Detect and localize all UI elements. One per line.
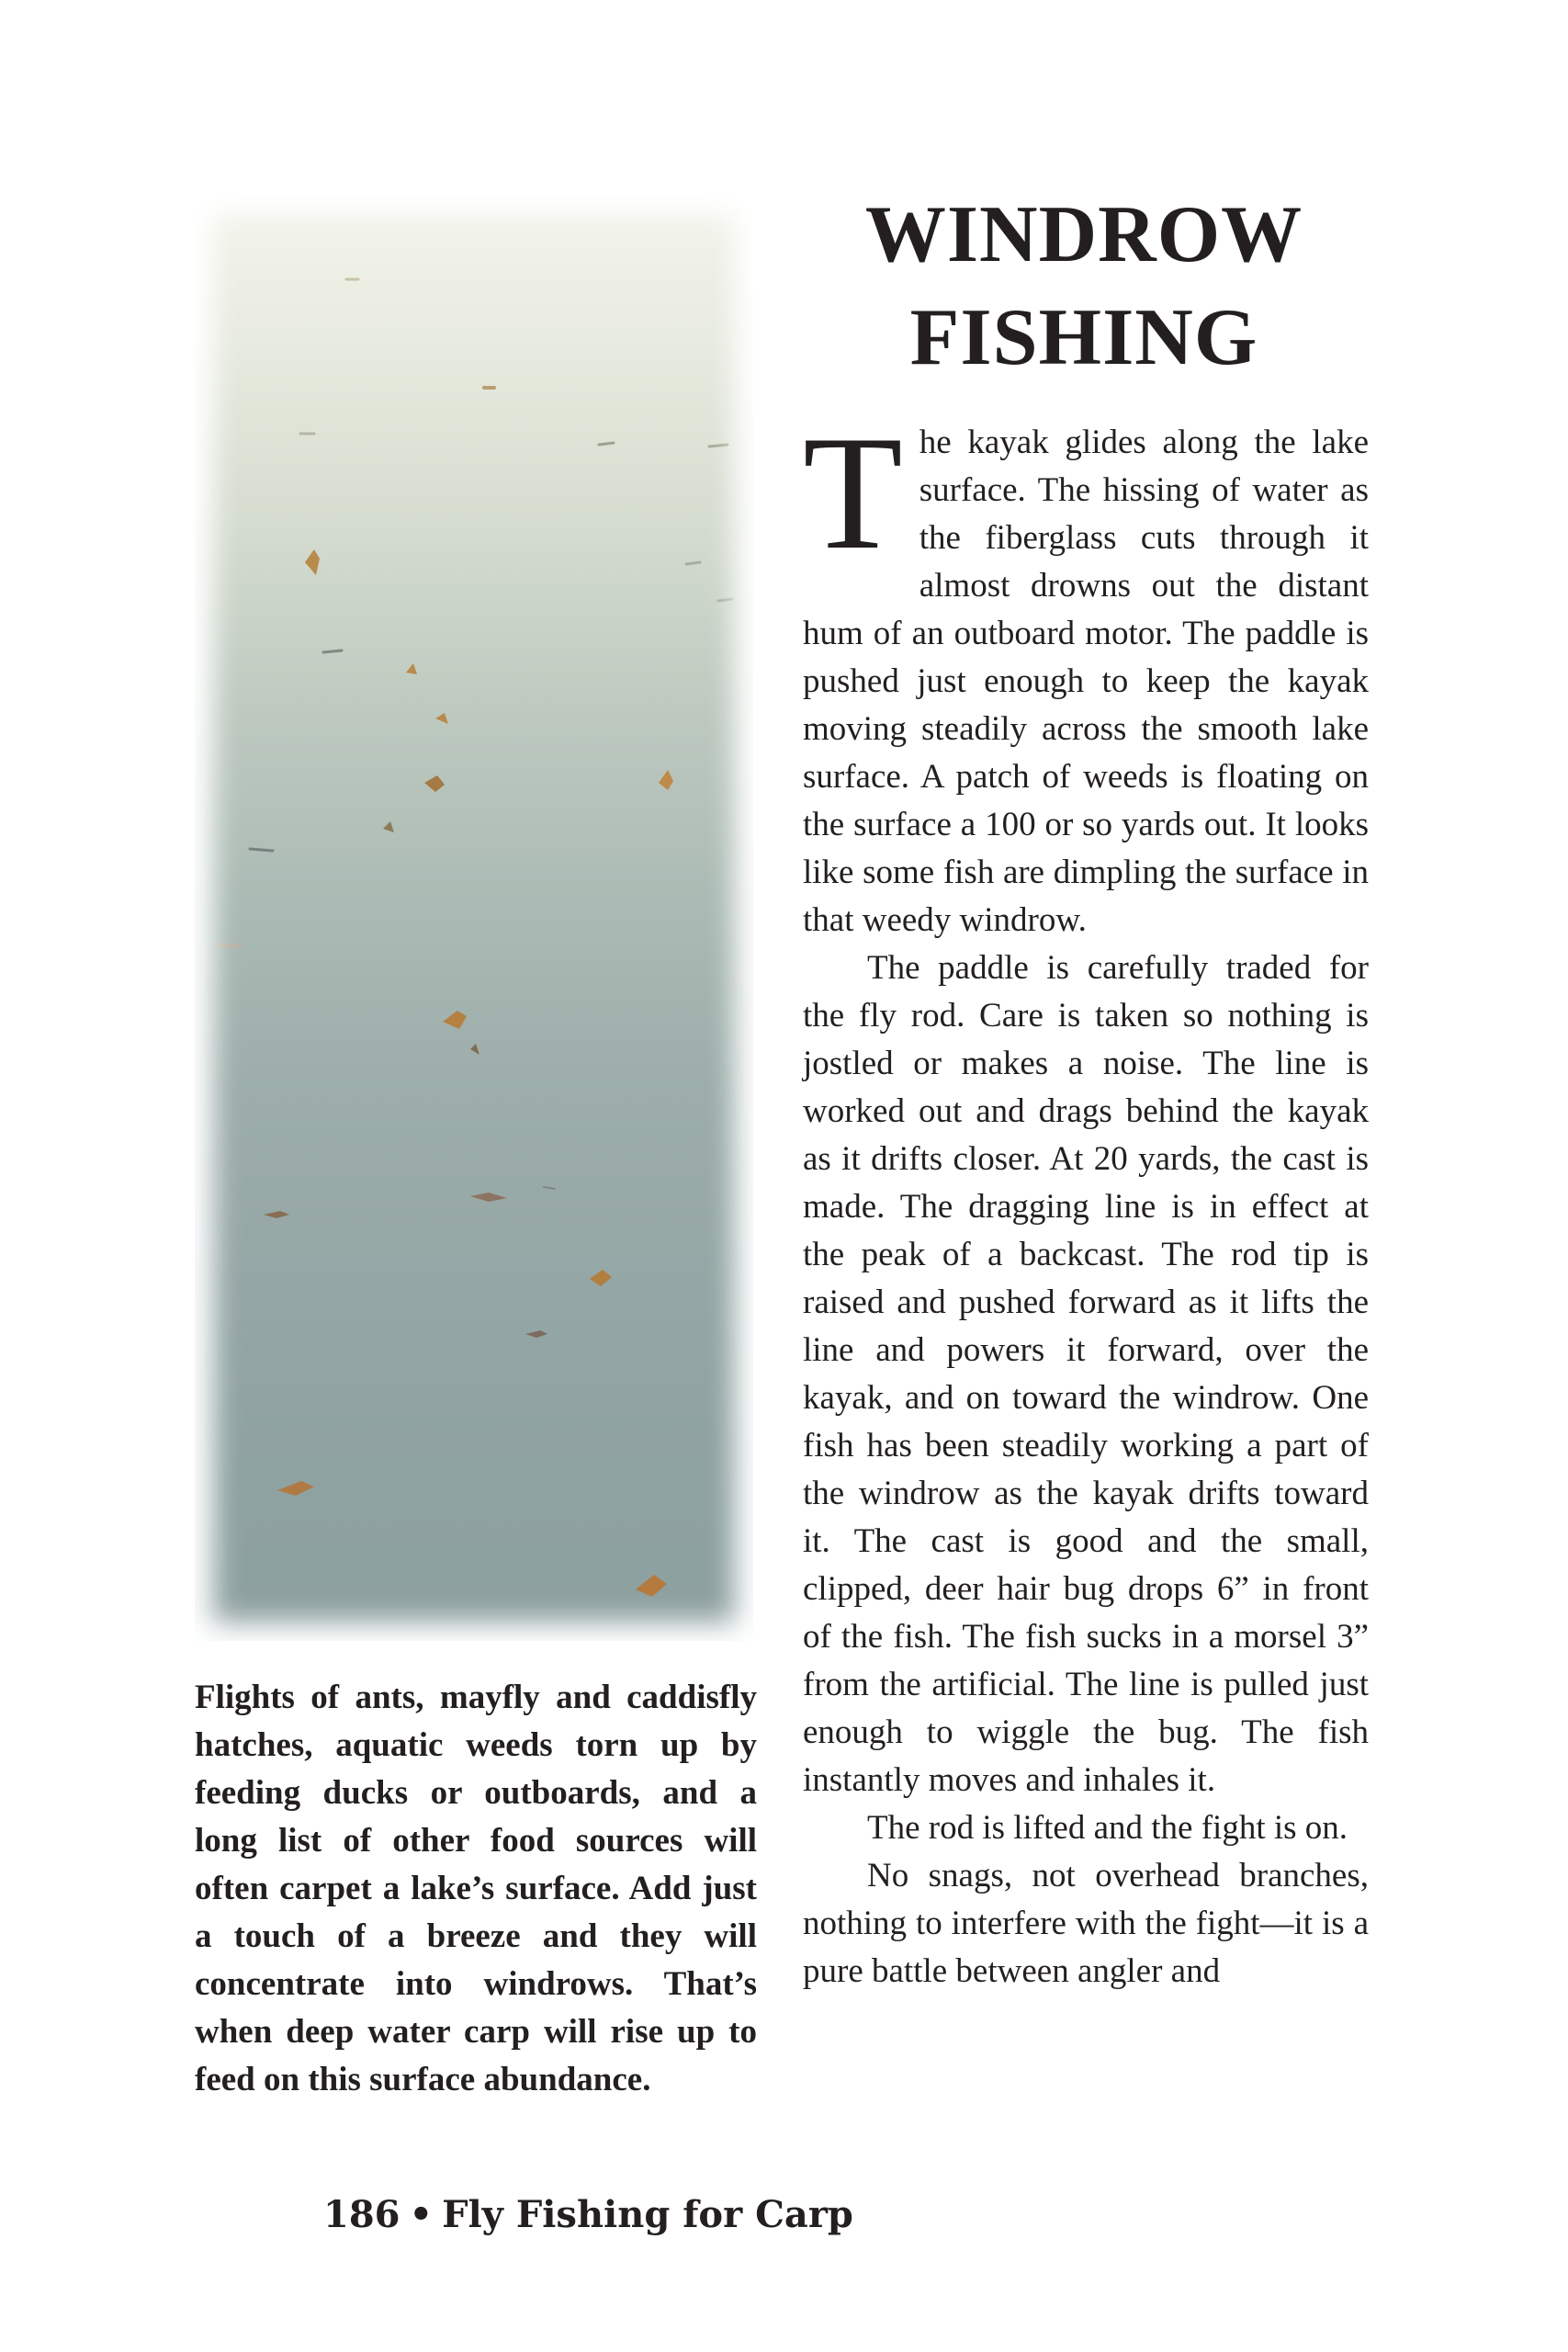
paragraph-4: No snags, not overhead branches, nothing to interfere with the fight—it is a pure battle between angler and (803, 1857, 1369, 1990)
drop-cap: T (803, 401, 903, 583)
paragraph-1 (803, 401, 1369, 944)
photo-caption: Flights of ants, mayfly and caddisfly hatches, aquatic weeds torn up by feeding ducks or outboards, and a long list of other food sources will often carpet a lake’s surface. Add just a touch of a breeze and they will concentrate into windrows. That’s when deep water carp will rise up to feed on this surface abundance. (195, 1679, 757, 2098)
paragraph-3: The rod is lifted and the fight is on. (867, 1809, 1348, 1847)
body-text (803, 401, 1369, 1996)
book-title: Fly Fishing for Carp (442, 2193, 853, 2236)
title-line-1: WINDROW (864, 190, 1303, 279)
paragraph-2: The paddle is carefully traded for the fly rod. Care is taken so nothing is jostled or makes a noise. The line is worked out and drags behind the kayak as it drifts closer. At 20 yards, the cast is made. The dragging line is in effect at the peak of a backcast. The rod tip is raised and pushed forward as it lifts the line and powers it forward, over the kayak, and on toward the windrow. One fish has been steadily working a part of the windrow as the kayak drifts toward it. The cast is good and the small, clipped, deer hair bug drops 6” in front of the fish. The fish sucks in a morsel 3” from the artificial. The line is pulled just enough to wiggle the bug. The fish instantly moves and inhales it. (803, 949, 1369, 1799)
page-number: 186 (323, 2193, 400, 2236)
insects-on-water-icon (195, 195, 753, 1641)
paragraph-1-text: he kayak glides along the lake surface. The hissing of water as the fiberglass cuts through it almost drowns out the distant hum of an outboard motor. The paddle is pushed just enough to keep the kayak moving steadily across the smooth lake surface. A patch of weeds is floating on the surface a 100 or so yards out. It looks like some fish are dimpling the surface in that weedy windrow. (803, 424, 1369, 939)
page-footer (323, 2192, 853, 2238)
chapter-title (790, 184, 1378, 390)
footer-separator: • (409, 2193, 434, 2236)
title-line-2: FISHING (909, 293, 1258, 382)
mayfly-photo (195, 195, 753, 1641)
